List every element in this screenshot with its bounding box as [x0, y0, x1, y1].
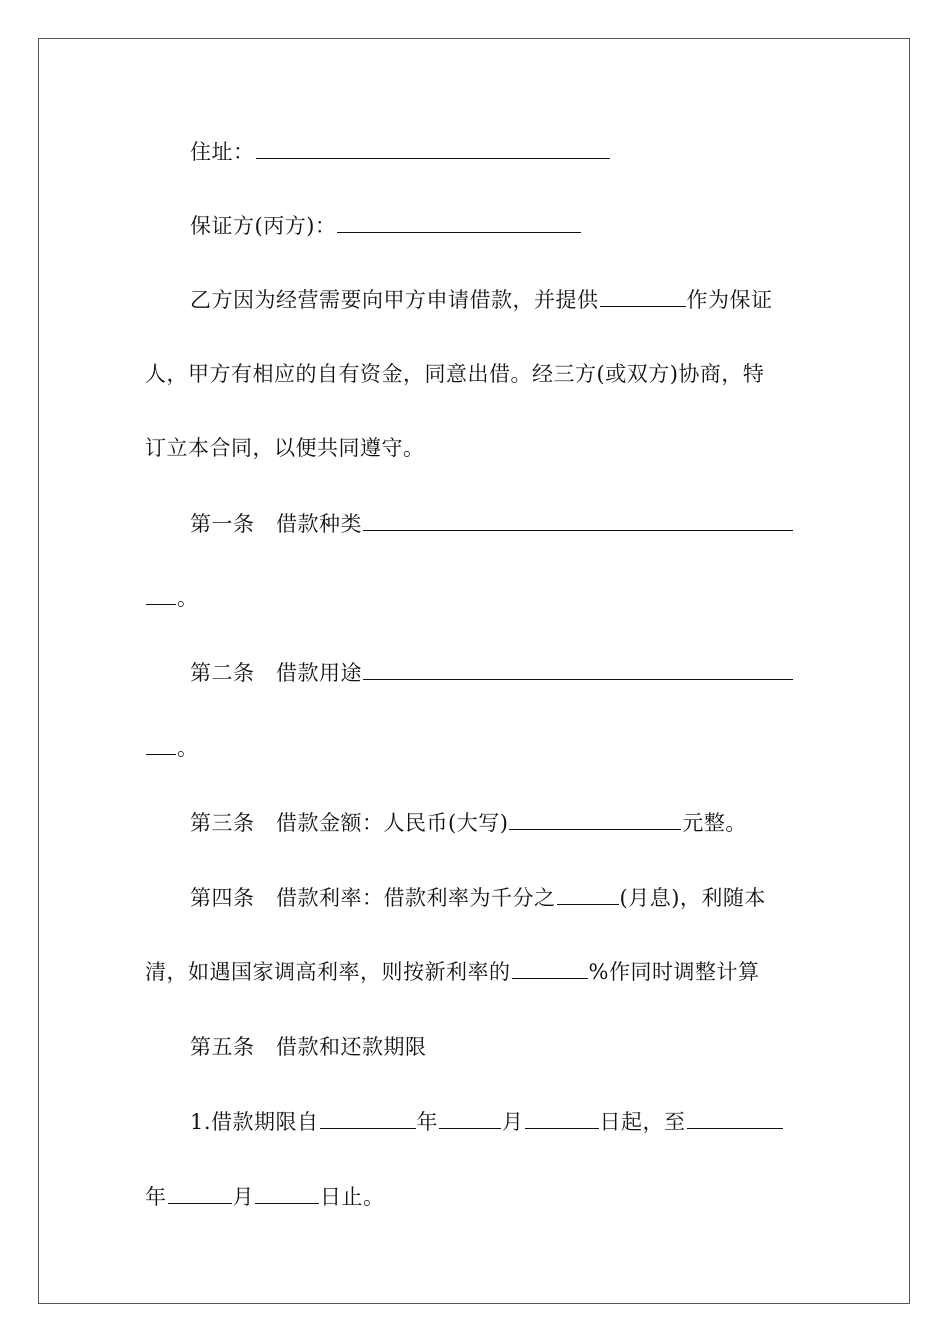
- term-line-1: 1.借款期限自 年 月 日起，至: [190, 1104, 784, 1140]
- start-year-blank[interactable]: [320, 1106, 416, 1129]
- article-5-line: 第五条 借款和还款期限: [190, 1035, 427, 1059]
- term-line-2: 年 月 日止。: [145, 1179, 385, 1215]
- article-2-continuation: 。: [145, 730, 199, 766]
- rate-percent-blank[interactable]: [512, 956, 588, 979]
- start-month-blank[interactable]: [439, 1106, 501, 1129]
- guarantor-name-blank[interactable]: [600, 284, 686, 307]
- loan-purpose-blank-cont[interactable]: [146, 732, 176, 755]
- loan-amount-blank[interactable]: [509, 807, 681, 830]
- paragraph-line-2: 人，甲方有相应的自有资金，同意出借。经三方(或双方)协商，特: [145, 362, 765, 386]
- article-1-continuation: 。: [145, 580, 199, 616]
- guarantor-line: 保证方(丙方)：: [190, 208, 582, 244]
- article-4-line: 第四条 借款利率：借款利率为千分之 (月息)，利随本: [190, 880, 766, 916]
- article-3-line: 第三条 借款金额：人民币(大写) 元整。: [190, 805, 747, 841]
- article-2-line: 第二条 借款用途: [190, 655, 794, 691]
- loan-purpose-blank[interactable]: [363, 657, 793, 680]
- article-1-line: 第一条 借款种类: [190, 506, 794, 542]
- address-blank[interactable]: [256, 136, 610, 159]
- paragraph-line-1: 乙方因为经营需要向甲方申请借款，并提供 作为保证: [190, 282, 773, 318]
- end-year-blank[interactable]: [687, 1106, 783, 1129]
- end-day-blank[interactable]: [255, 1181, 319, 1204]
- loan-type-blank[interactable]: [363, 508, 793, 531]
- guarantor-blank[interactable]: [337, 210, 581, 233]
- article-4-continuation: 清，如遇国家调高利率，则按新利率的 %作同时调整计算: [145, 954, 759, 990]
- loan-type-blank-cont[interactable]: [146, 582, 176, 605]
- start-day-blank[interactable]: [525, 1106, 599, 1129]
- interest-rate-blank[interactable]: [557, 882, 619, 905]
- end-month-blank[interactable]: [168, 1181, 232, 1204]
- address-line: 住址：: [190, 134, 611, 170]
- paragraph-line-3: 订立本合同，以便共同遵守。: [145, 436, 425, 460]
